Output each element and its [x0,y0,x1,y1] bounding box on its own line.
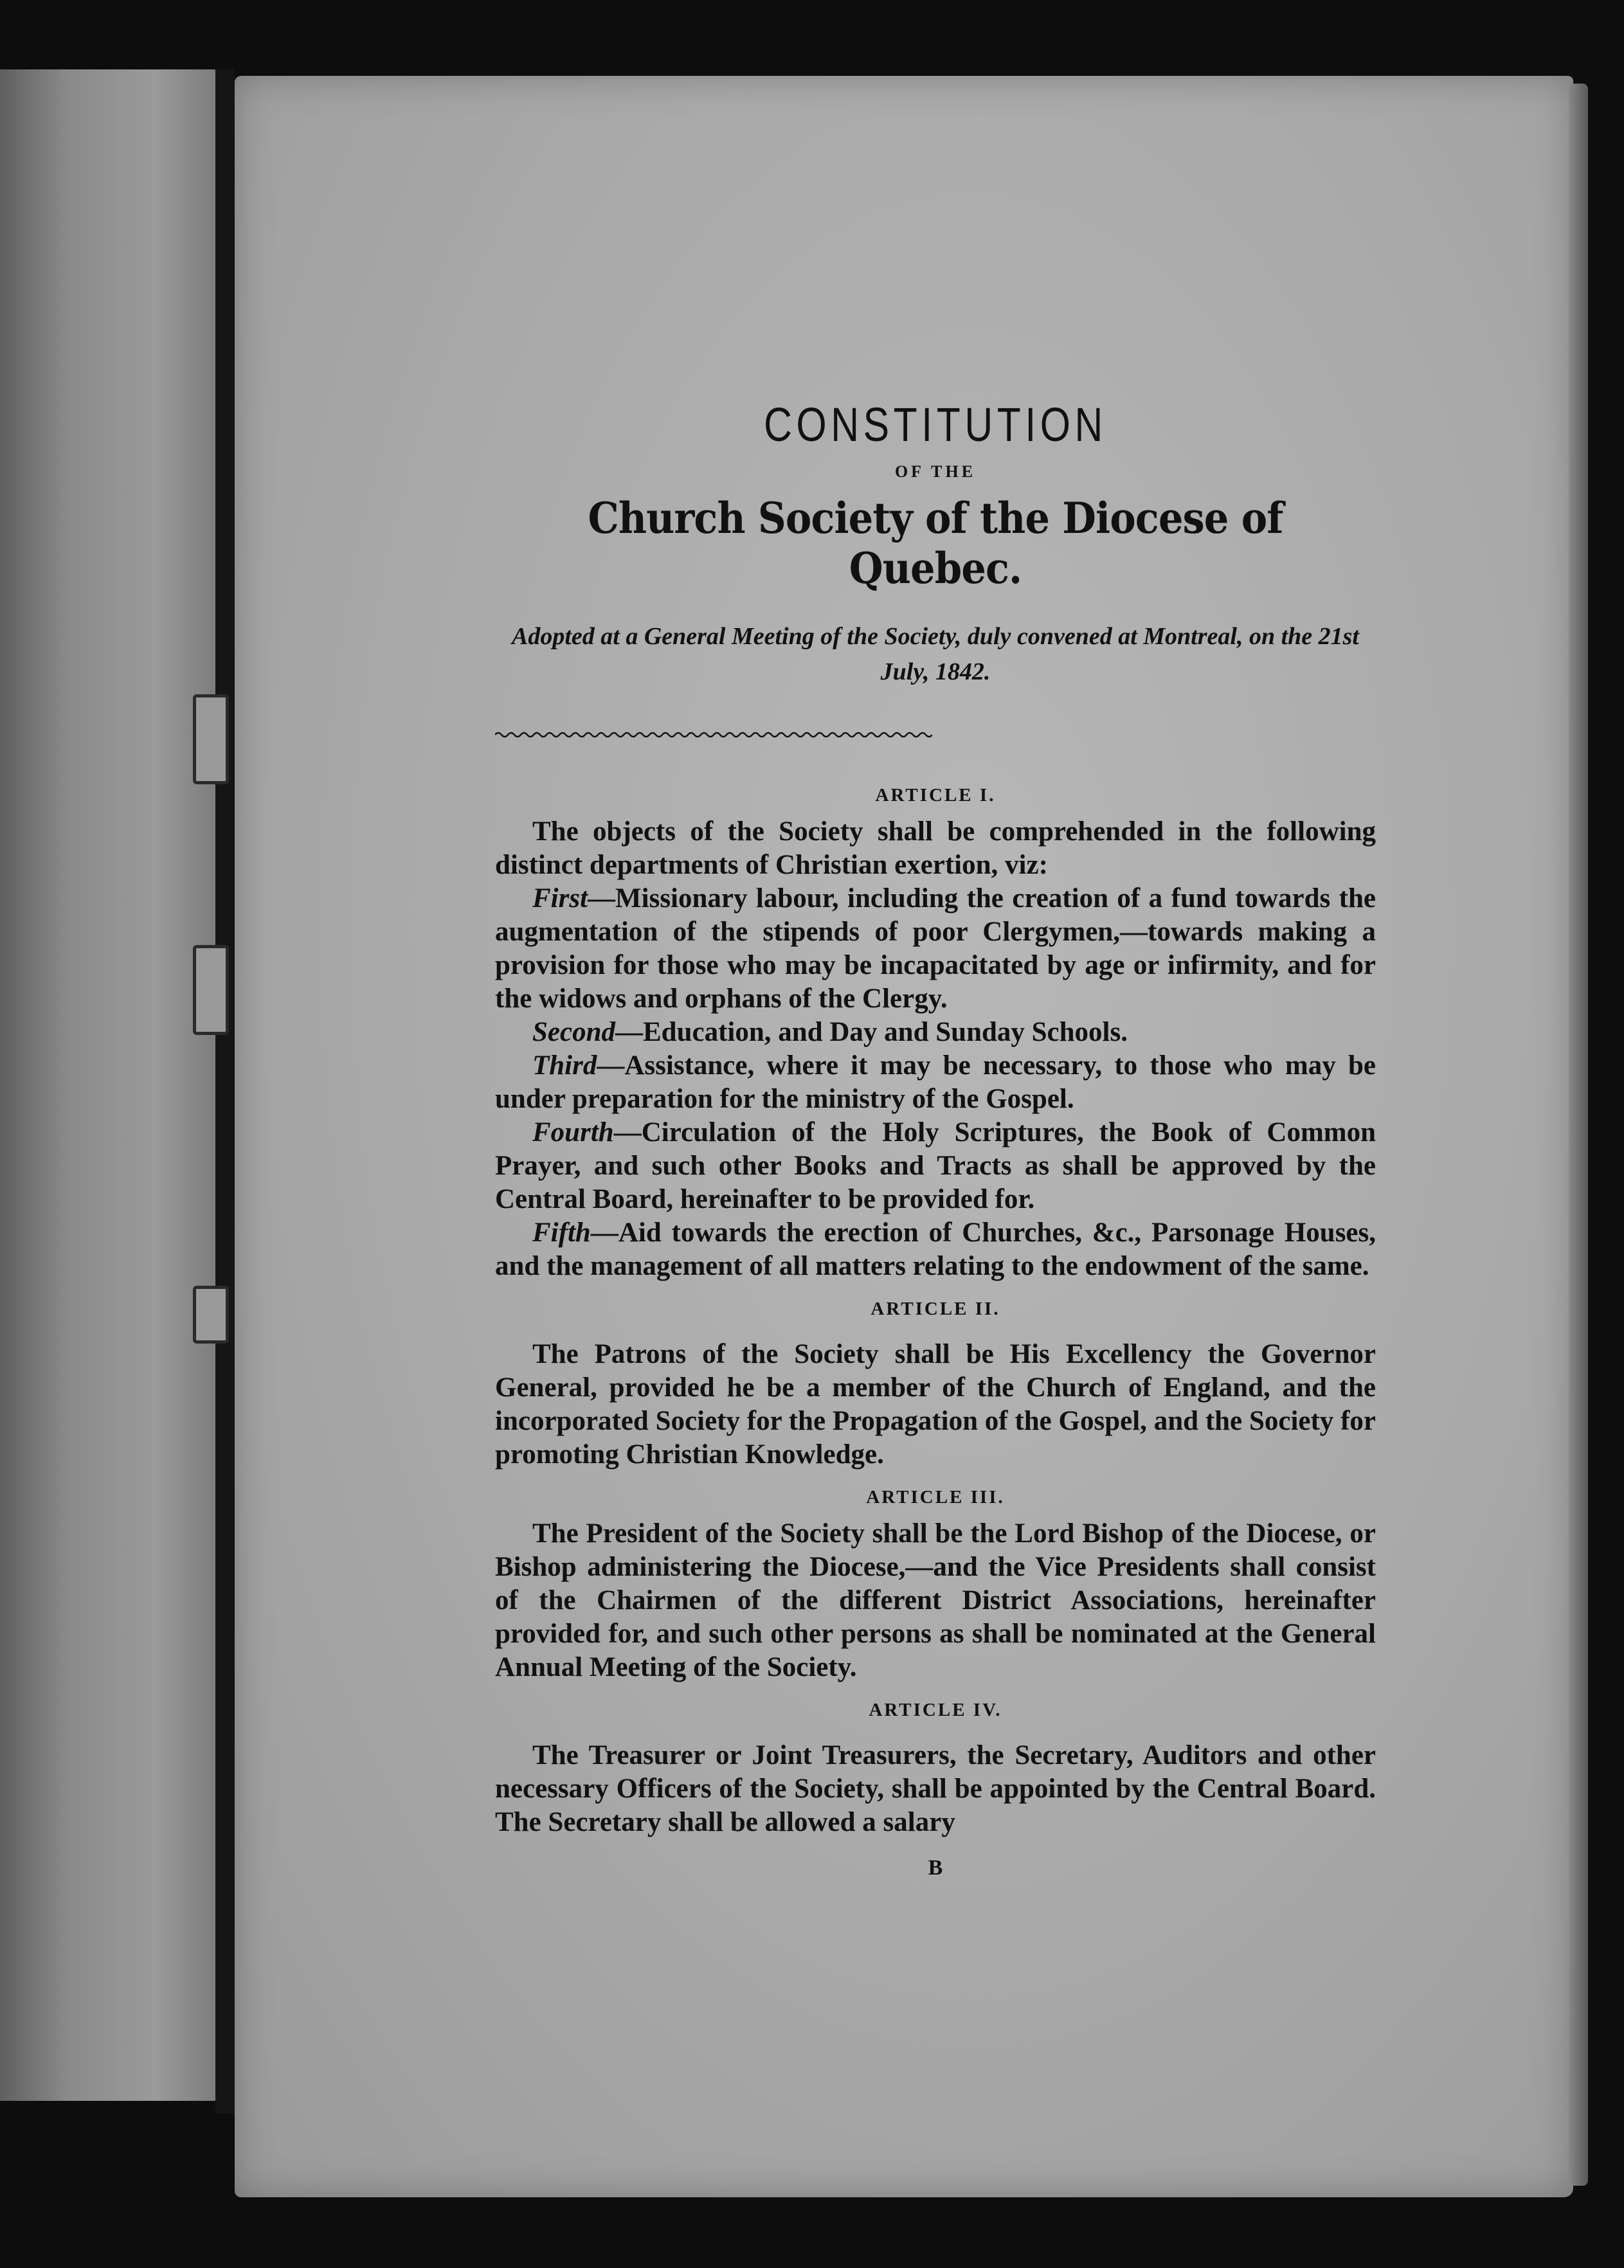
page-content [495,399,1376,1880]
article-1-item-fourth [495,1116,1376,1216]
item-label: First [532,883,588,914]
article-3-text: The President of the Society shall be the Lord Bishop of the Diocese, or Bishop administering the Diocese,—and the Vice Presidents shall consist of the Chairmen of the different District Associations, hereinafter provided for, and such other persons as shall be nominated at the General Annual Meeting of the Society. [495,1518,1376,1682]
item-label: Fourth [532,1117,614,1148]
item-text: —Education, and Day and Sunday Schools. [615,1016,1128,1047]
article-1-intro: The objects of the Society shall be comprehended in the following distinct departments of Christian exertion, viz: [495,816,1376,880]
item-text: —Assistance, where it may be necessary, to those who may be under preparation for the ministry of the Gospel. [495,1050,1376,1114]
article-1-item-second [495,1016,1376,1049]
page-edge [1569,84,1588,2186]
item-label: Third [532,1050,597,1081]
society-name: Church Society of the Diocese of Quebec. [588,493,1283,594]
article-1-item-first [495,882,1376,1016]
signature-mark: B [928,1855,943,1880]
item-text: —Missionary labour, including the creation of a fund towards the augmentation of the stipends of poor Clergymen,—towards making a provision for those who may be incapacitated by age or infirmity, and for the widows and orphans of the Clergy. [495,883,1376,1014]
item-text: —Aid towards the erection of Churches, &c., Parsonage Houses, and the management of all matters relating to the endowment of the same. [495,1217,1376,1281]
article-4-text: The Treasurer or Joint Treasurers, the Secretary, Auditors and other necessary Officers of the Society, shall be appointed by the Central Board. The Secretary shall be allowed a salary [495,1740,1376,1837]
item-label: Fifth [532,1217,591,1248]
article-3-heading: ARTICLE III. [866,1486,1005,1508]
adoption-note: Adopted at a General Meeting of the Society, duly convened at Montreal, on the 21st July, 1842. [512,623,1359,686]
binding-clip [193,694,229,784]
document-title: CONSTITUTION [764,398,1107,451]
facing-page [0,69,222,2101]
article-4-heading: ARTICLE IV. [869,1699,1002,1720]
title-connector: OF THE [894,462,977,482]
article-1-item-fifth [495,1216,1376,1283]
book-spine [215,69,235,2114]
ornamental-rule [495,730,932,739]
article-1-heading: ARTICLE I. [875,784,996,806]
item-label: Second [532,1016,615,1047]
article-2-heading: ARTICLE II. [871,1298,1000,1319]
binding-clip [193,945,229,1035]
article-1-item-third [495,1049,1376,1116]
article-2-text: The Patrons of the Society shall be His Excellency the Governor General, provided he be a member of the Church of England, and the incorporated Society for the Propagation of the Gospel, and the Society for promoting Christian Knowledge. [495,1338,1376,1470]
binding-clip [193,1286,229,1344]
item-text: —Circulation of the Holy Scriptures, the Book of Common Prayer, and such other Books and Tracts as shall be approved by the Central Board, hereinafter to be provided for. [495,1117,1376,1214]
